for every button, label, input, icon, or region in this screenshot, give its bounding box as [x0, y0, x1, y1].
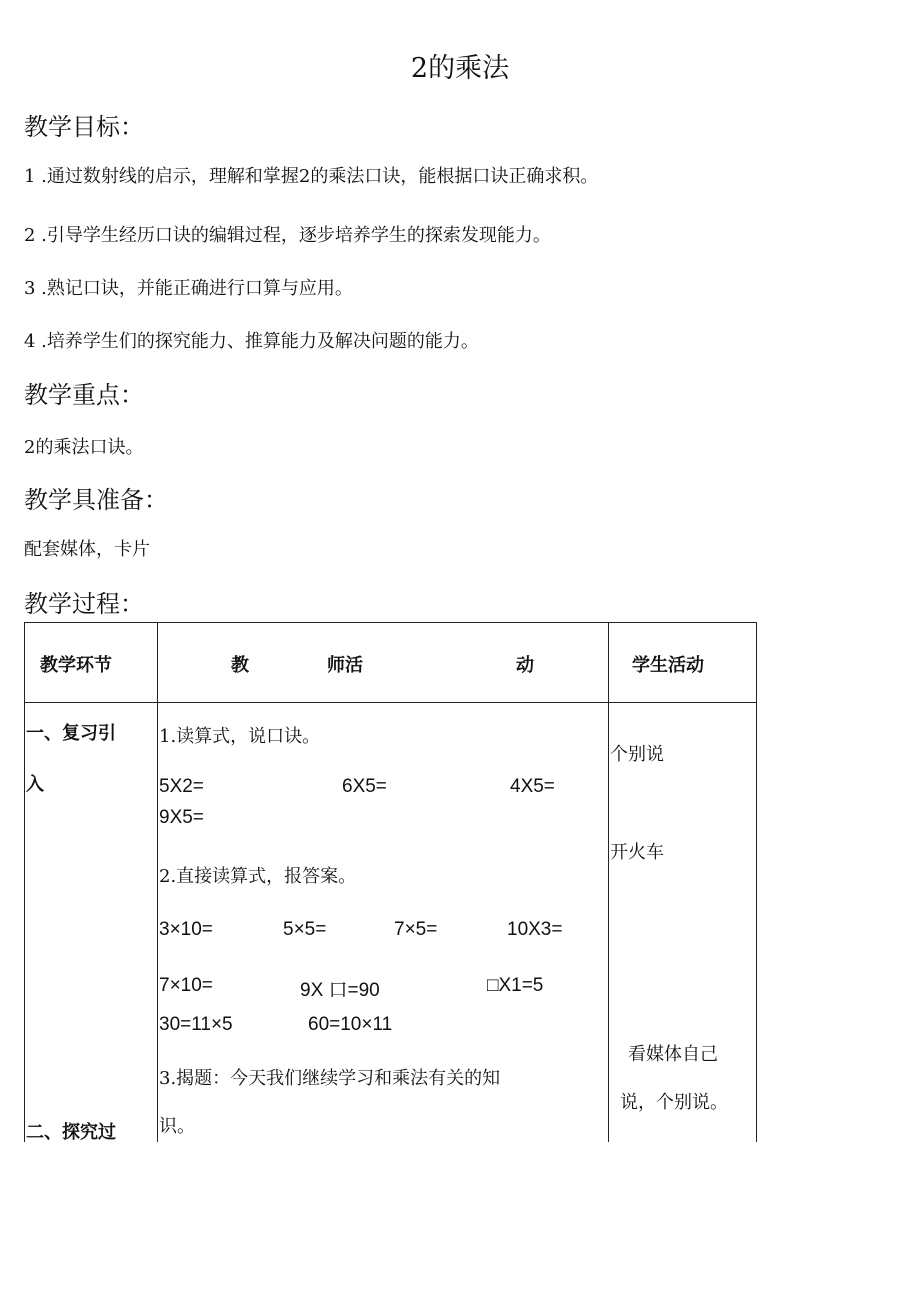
- table-col-divider-2: [608, 622, 609, 1142]
- table-header-divider: [24, 702, 757, 703]
- expr-blank-x1: □X1=5: [487, 975, 544, 996]
- teacher-step-3-line2: 识。: [159, 1116, 195, 1137]
- page-title: 2的乘法: [410, 53, 510, 84]
- teacher-step-1: 1.读算式，说口诀。: [159, 726, 321, 747]
- expr-60: 60=10×11: [308, 1014, 393, 1035]
- section-review-a: 一、复习引: [26, 723, 116, 744]
- focus-heading: 教学重点：: [24, 381, 144, 409]
- header-student-activity: 学生活动: [632, 655, 704, 676]
- tools-text: 配套媒体，卡片: [24, 539, 150, 560]
- goals-heading: 教学目标：: [24, 113, 144, 141]
- student-activity-1: 个别说: [610, 744, 664, 765]
- focus-text: 2的乘法口诀。: [24, 437, 144, 458]
- expr-5x2: 5X2=: [159, 776, 204, 797]
- header-teacher-activity-c: 动: [516, 655, 534, 676]
- expr-10x3: 10X3=: [507, 919, 563, 940]
- header-teacher-activity-b: 师活: [327, 655, 363, 676]
- student-activity-2: 开火车: [610, 842, 664, 863]
- header-teacher-activity-a: 教: [231, 655, 249, 676]
- table-border-right: [756, 622, 757, 1142]
- goal-item-1: 1 .通过数射线的启示，理解和掌握2的乘法口诀，能根据口诀正确求积。: [24, 166, 599, 187]
- expr-3x10: 3×10=: [159, 919, 213, 940]
- expr-9x5: 9X5=: [159, 807, 204, 828]
- expr-30: 30=11×5: [159, 1014, 233, 1035]
- goal-item-3: 3 .熟记口诀，并能正确进行口算与应用。: [24, 278, 353, 299]
- student-activity-3-line2: 说，个别说。: [620, 1092, 728, 1113]
- expr-7x10: 7×10=: [159, 975, 213, 996]
- expr-5x5: 5×5=: [283, 919, 327, 940]
- section-explore: 二、探究过: [26, 1122, 116, 1143]
- section-review-b: 入: [26, 774, 44, 795]
- expr-4x5: 4X5=: [510, 776, 555, 797]
- table-border-left: [24, 622, 25, 1142]
- teacher-step-3-line1: 3.揭题：今天我们继续学习和乘法有关的知: [159, 1068, 501, 1089]
- header-teaching-stage: 教学环节: [40, 655, 112, 676]
- expr-7x5: 7×5=: [394, 919, 438, 940]
- tools-heading: 教学具准备：: [24, 486, 168, 514]
- expr-9x-blank: 9X 口=90: [300, 980, 380, 1001]
- process-table: [24, 622, 757, 1142]
- expr-6x5: 6X5=: [342, 776, 387, 797]
- student-activity-3-line1: 看媒体自己: [628, 1044, 718, 1065]
- table-border-top: [24, 622, 757, 623]
- goal-item-2: 2 .引导学生经历口诀的编辑过程，逐步培养学生的探索发现能力。: [24, 225, 551, 246]
- goal-item-4: 4 .培养学生们的探究能力、推算能力及解决问题的能力。: [24, 331, 479, 352]
- process-heading: 教学过程：: [24, 590, 144, 618]
- table-col-divider-1: [157, 622, 158, 1142]
- teacher-step-2: 2.直接读算式，报答案。: [159, 866, 357, 887]
